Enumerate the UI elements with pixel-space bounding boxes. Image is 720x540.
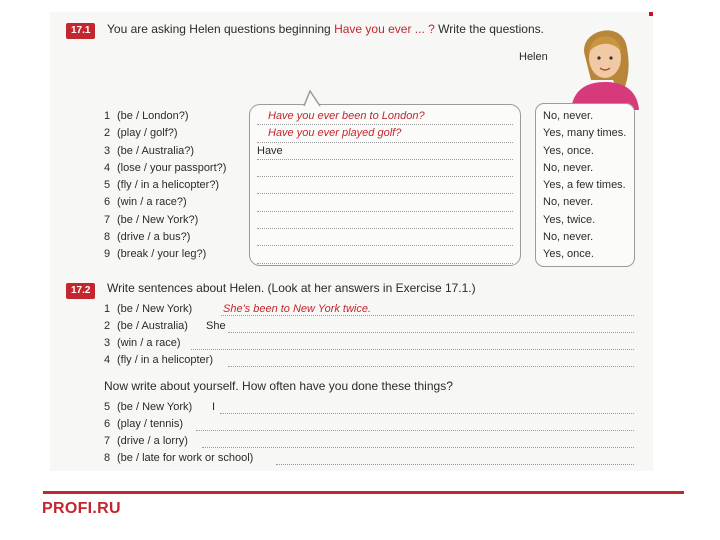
write-line[interactable]: [220, 401, 634, 414]
answer-line[interactable]: Have: [257, 143, 513, 160]
prompt-item: 4 (lose / your passport?): [104, 161, 227, 174]
page-corner-mark: [649, 12, 653, 16]
profi-logo[interactable]: PROFI.RU: [42, 500, 121, 517]
write-line[interactable]: [196, 418, 634, 431]
prompt-item: 1 (be / London?): [104, 110, 189, 122]
exercise-badge-17-2: 17.2: [66, 283, 95, 299]
sentence-item: 1 (be / New York) She's been to New York twice.: [104, 301, 634, 318]
prompt-item: 7 (be / New York?): [104, 213, 199, 226]
answer-line[interactable]: [257, 246, 513, 263]
helen-answer: No, never.: [543, 196, 594, 209]
workbook-page: [50, 12, 653, 471]
write-line[interactable]: [202, 435, 634, 448]
helen-answer: Yes, once.: [543, 248, 594, 261]
answer-line[interactable]: Have you ever played golf?: [257, 125, 513, 142]
exercise-17-1-instruction: You are asking Helen questions beginning Have you ever ... ? Write the questions.: [107, 22, 544, 36]
bubble-tail: [300, 90, 326, 108]
prompt-item: 9 (break / your leg?): [104, 248, 207, 261]
helen-answer: Yes, a few times.: [543, 179, 626, 192]
exercise-17-2-instruction: Write sentences about Helen. (Look at her answers in Exercise 17.1.): [107, 281, 476, 295]
yourself-sentences: [104, 399, 634, 467]
helen-answers: [543, 108, 626, 264]
prompt-item: 5 (fly / in a helicopter?): [104, 179, 220, 192]
prompt-item: 3 (be / Australia?): [104, 144, 195, 157]
prompt-item: 8 (drive / a bus?): [104, 231, 191, 244]
helen-answer: Yes, many times.: [543, 127, 627, 140]
helen-answer: Yes, once.: [543, 144, 594, 157]
helen-illustration: [563, 18, 641, 110]
write-line[interactable]: [228, 354, 634, 367]
write-line[interactable]: [191, 337, 634, 350]
answer-line[interactable]: [257, 160, 513, 177]
answer-line[interactable]: [257, 229, 513, 246]
answer-line[interactable]: [257, 194, 513, 211]
helen-answer: No, never.: [543, 231, 594, 244]
answer-line[interactable]: [257, 212, 513, 229]
exercise-17-1-answer-lines: [257, 108, 513, 264]
exercise-17-1-prompts: [104, 108, 226, 264]
write-line[interactable]: [276, 452, 634, 465]
sentence-item: 3 (win / a race): [104, 335, 634, 352]
sentence-item: 2 (be / Australia) She: [104, 318, 634, 335]
sentence-item: 4 (fly / in a helicopter): [104, 352, 634, 369]
prompt-item: 6 (win / a race?): [104, 196, 187, 209]
helen-label: Helen: [519, 51, 548, 63]
sentence-item: 6 (play / tennis): [104, 416, 634, 433]
sentence-item: 7 (drive / a lorry): [104, 433, 634, 450]
answer-line[interactable]: Have you ever been to London?: [257, 108, 513, 125]
exercise-badge-17-1: 17.1: [66, 23, 95, 39]
helen-answer: Yes, twice.: [543, 213, 596, 226]
helen-answer: No, never.: [543, 161, 594, 174]
sentence-item: 5 (be / New York) I: [104, 399, 634, 416]
answer-line[interactable]: [257, 177, 513, 194]
helen-answer: No, never.: [543, 110, 594, 122]
exercise-17-2-sentences: [104, 301, 634, 369]
yourself-instruction: Now write about yourself. How often have you done these things?: [104, 379, 453, 393]
prompt-item: 2 (play / golf?): [104, 127, 178, 140]
footer-divider: [43, 491, 684, 494]
sentence-item: 8 (be / late for work or school): [104, 450, 634, 467]
write-line[interactable]: [228, 320, 634, 333]
